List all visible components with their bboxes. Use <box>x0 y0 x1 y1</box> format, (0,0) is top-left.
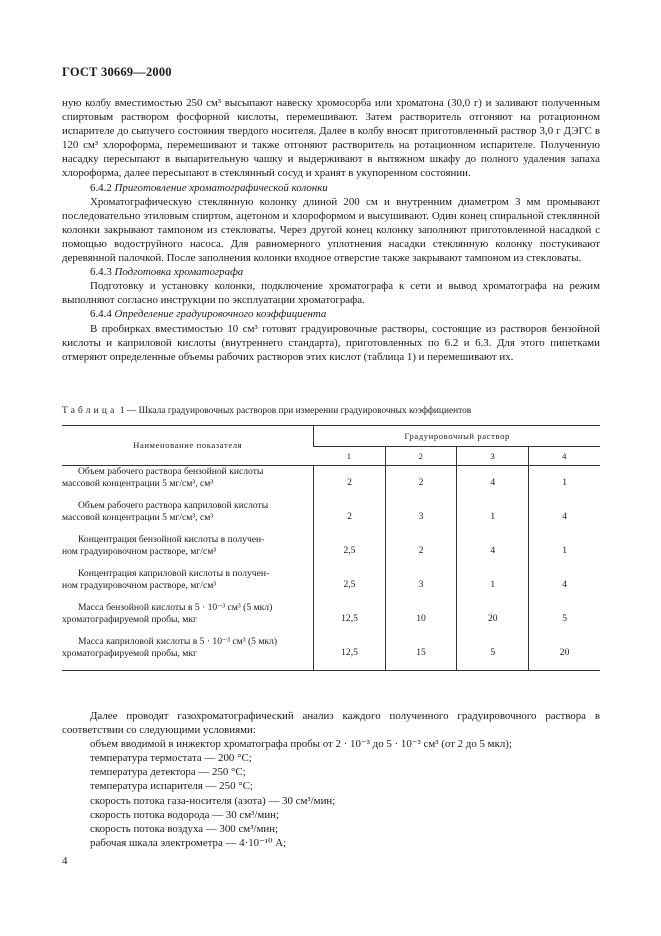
row-label: Концентрация бензойной кислоты в получен- ном градуировочном растворе, мг/см³ <box>62 534 265 558</box>
cell-value: 10 <box>385 602 457 636</box>
conditions-intro: Далее проводят газохроматографический анализ каждого полученного градуировочного раствора в соответствии со следующими условиями: <box>62 710 600 737</box>
condition-item: температура детектора — 250 °С; <box>90 766 246 779</box>
row-label: Концентрация каприловой кислоты в получен- ном градуировочном растворе, мг/см³ <box>62 568 270 592</box>
section-number: 6.4.3 <box>90 266 112 279</box>
cell-value: 3 <box>385 568 457 602</box>
section-title: Приготовление хроматографической колонки <box>114 181 328 194</box>
condition-item: скорость потока водорода — 30 см³/мин; <box>90 808 280 821</box>
column-header-2: 2 <box>385 447 457 466</box>
cell-value: 1 <box>457 500 529 534</box>
cell-value: 2,5 <box>314 534 385 568</box>
table-row <box>62 602 600 636</box>
condition-item: скорость потока воздуха — 300 см³/мин; <box>90 822 279 835</box>
paragraph-6-4-4: В пробирках вместимостью 10 см³ готовят градуировочные растворы, состоящие из растворов бензойной кислоты и каприловой кислоты (внутреннего стандарта), приготовленных по 6.2 и 6.3. Для этого пипетками отмеряют определенные объемы рабочих растворов этих кислот (таблица 1) и перемешивают их. <box>62 322 600 363</box>
condition-item: рабочая шкала электрометра — 4·10⁻¹⁰ А; <box>90 836 287 849</box>
table-row <box>62 500 600 534</box>
cell-value: 2 <box>314 466 385 501</box>
table-row <box>62 636 600 671</box>
cell-value: 4 <box>529 500 600 534</box>
section-title: Подготовка хроматографа <box>114 266 244 279</box>
section-heading-6-4-4 <box>62 307 600 321</box>
cell-value: 3 <box>385 500 457 534</box>
cell-value: 20 <box>529 636 600 671</box>
section-heading-6-4-2 <box>62 181 600 195</box>
cell-value: 1 <box>457 568 529 602</box>
cell-value: 2,5 <box>314 568 385 602</box>
row-label: Объем рабочего раствора каприловой кислоты массовой концентрации 5 мг/см³, см³ <box>62 500 269 524</box>
cell-value: 15 <box>385 636 457 671</box>
conditions-block <box>62 709 600 850</box>
row-label: Масса каприловой кислоты в 5 · 10⁻³ см³ (5 мкл) хроматографируемой пробы, мкг <box>62 636 278 660</box>
cell-value: 2 <box>385 534 457 568</box>
cell-value: 4 <box>457 466 529 501</box>
cell-value: 5 <box>457 636 529 671</box>
cell-value: 2 <box>314 500 385 534</box>
row-label: Масса бензойной кислоты в 5 · 10⁻³ см³ (5 мкл) хроматографируемой пробы, мкг <box>62 602 273 626</box>
paragraph-6-4-2: Хроматографическую стеклянную колонку длиной 200 см и внутренним диаметром 3 мм промывают последовательно этиловым спиртом, ацетоном и хлороформом и высушивают. Один конец спиральной стеклянной колонки закрывают тампоном из стекловаты. Через другой конец колонку заполняют приготовленной насадкой с помощью водоструйного насоса. Для равномерного уплотнения насадки стеклянную колонку постукивают деревянной палочкой. После заполнения колонки входное отверстие также закрывают тампоном из стекловаты. <box>62 195 600 265</box>
cell-value: 1 <box>529 466 600 501</box>
cell-value: 20 <box>457 602 529 636</box>
condition-item: температура испарителя — 250 °С; <box>90 780 253 793</box>
calibration-table <box>62 425 600 671</box>
condition-item: объем вводимой в инжектор хроматографа пробы от 2 · 10⁻³ до 5 · 10⁻³ см³ (от 2 до 5 мкл); <box>90 738 512 751</box>
table-caption-label: Таблица <box>62 406 118 416</box>
column-header-4: 4 <box>529 447 600 466</box>
section-heading-6-4-3 <box>62 265 600 279</box>
table-row <box>62 466 600 501</box>
section-title: Определение градуировочного коэффициента <box>114 308 327 321</box>
cell-value: 12,5 <box>314 602 385 636</box>
column-header-name: Наименование показателя <box>62 426 314 466</box>
column-header-1: 1 <box>314 447 385 466</box>
paragraph-6-4-3: Подготовку и установку колонки, подключение хроматографа к сети и вывод хроматографа на режим выполняют согласно инструкции по эксплуатации хроматографа. <box>62 280 600 307</box>
row-label: Объем рабочего раствора бензойной кислоты массовой концентрации 5 мг/см³, см³ <box>62 466 264 490</box>
cell-value: 4 <box>457 534 529 568</box>
section-number: 6.4.4 <box>90 308 112 321</box>
condition-item: температура термостата — 200 °С; <box>90 752 252 765</box>
cell-value: 5 <box>529 602 600 636</box>
column-header-group: Градуировочный раствор <box>314 426 600 447</box>
table-caption-text: 1 — Шкала градуировочных растворов при измерении градуировочных коэффициентов <box>117 406 472 416</box>
paragraph-continued: ную колбу вместимостью 250 см³ высыпают навеску хромосорба или хроматона (30,0 г) и заливают полученным спиртовым раствором фосфорной кислоты, перемешивают. Затем растворитель отгоняют на ротационном испарителе до сыпучего состояния твердого носителя. Далее в колбу вносят приготовленный раствор 3,0 г ДЭГС в 120 см³ хлороформа, перемешивают и также отгоняют растворитель на ротационном испарителе. Полученную насадку пересыпают в выпарительную чашку и выдерживают в вытяжном шкафу до полного удаления запаха хлороформа, далее пересыпают в стеклянный сосуд и хранят в укупоренном состоянии. <box>62 97 600 180</box>
cell-value: 4 <box>529 568 600 602</box>
column-header-3: 3 <box>457 447 529 466</box>
cell-value: 12,5 <box>314 636 385 671</box>
condition-item: скорость потока газа-носителя (азота) — 30 см³/мин; <box>90 794 336 807</box>
cell-value: 2 <box>385 466 457 501</box>
table-caption <box>62 406 471 416</box>
page-number: 4 <box>62 855 68 867</box>
standard-header: ГОСТ 30669—2000 <box>62 65 172 79</box>
table-row <box>62 534 600 568</box>
section-number: 6.4.2 <box>90 181 112 194</box>
table-row <box>62 568 600 602</box>
cell-value: 1 <box>529 534 600 568</box>
body-text <box>62 96 600 364</box>
